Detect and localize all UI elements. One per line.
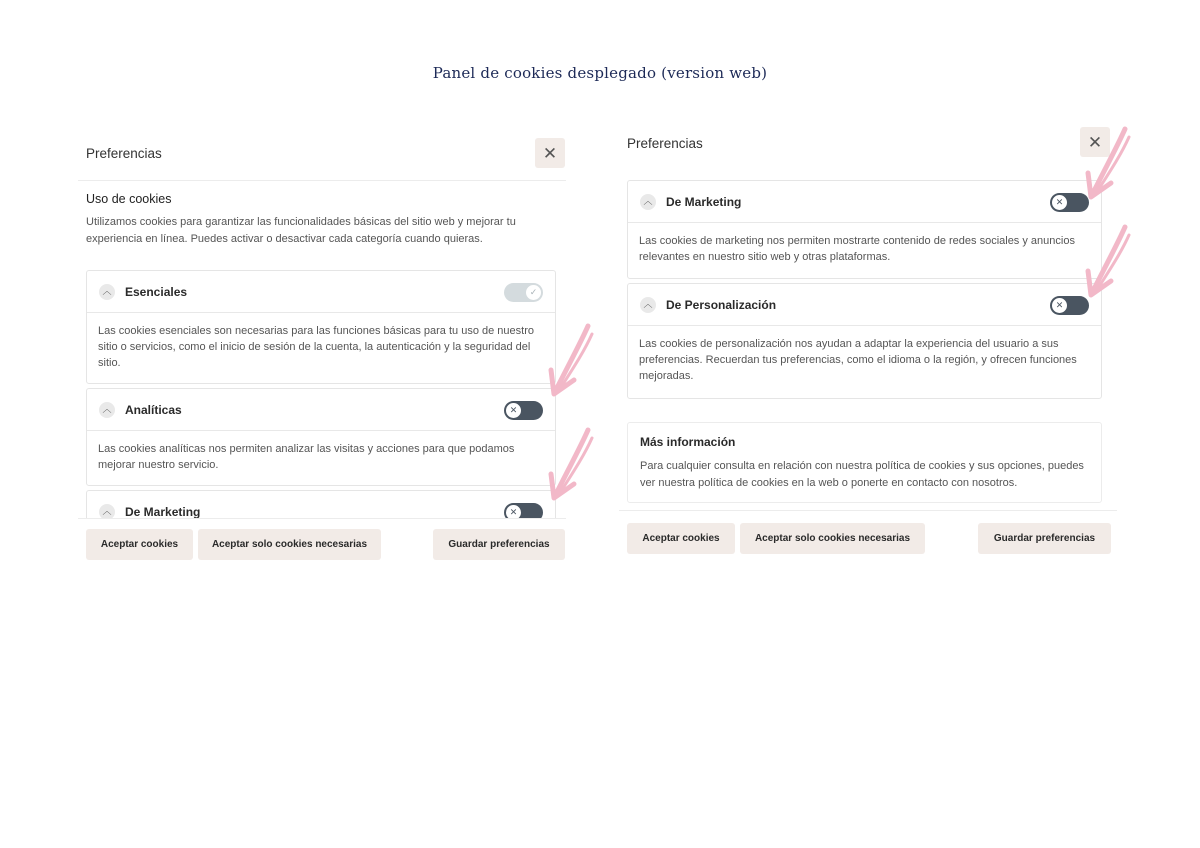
marketing-toggle[interactable] xyxy=(1050,193,1089,212)
arrow-annotation xyxy=(1085,125,1131,201)
category-essentials xyxy=(86,270,556,384)
category-marketing xyxy=(86,490,556,518)
analytics-toggle[interactable] xyxy=(504,401,543,420)
accept-necessary-button[interactable]: Aceptar solo cookies necesarias xyxy=(198,529,381,560)
accept-cookies-button[interactable]: Aceptar cookies xyxy=(86,529,193,560)
accept-cookies-button[interactable]: Aceptar cookies xyxy=(627,523,735,554)
x-icon: ✕ xyxy=(509,507,518,517)
usage-text: Utilizamos cookies para garantizar las funcionalidades básicas del sitio web y mejorar tu experiencia en línea. Puedes activar o desactivar cada categoría cuando quieras. xyxy=(86,216,516,245)
category-header[interactable] xyxy=(628,284,1101,326)
category-personalization xyxy=(627,283,1102,399)
close-icon: ✕ xyxy=(1087,132,1103,152)
x-icon: ✕ xyxy=(1055,197,1064,207)
save-preferences-button[interactable]: Guardar preferencias xyxy=(433,529,565,560)
category-description: Las cookies de personalización nos ayudan a adaptar la experiencia del usuario a sus preferencias. Recuerdan tus preferencias, como el idioma o la región, y ofrecen funciones mejoradas. xyxy=(639,338,1077,383)
page-title: Panel de cookies desplegado (version web) xyxy=(432,64,768,82)
accept-necessary-button[interactable]: Aceptar solo cookies necesarias xyxy=(740,523,925,554)
more-info-text: Para cualquier consulta en relación con nuestra política de cookies y sus opciones, puedes ver nuestra política de cookies en la web o ponerte en contacto con nosotros. xyxy=(640,460,1084,489)
categories-scroll-area[interactable] xyxy=(627,170,1102,510)
x-icon: ✕ xyxy=(1055,300,1064,310)
header-divider xyxy=(78,180,566,181)
category-description: Las cookies analíticas nos permiten analizar las visitas y acciones para que podamos mejorar nuestro servicio. xyxy=(98,443,515,472)
close-icon: ✕ xyxy=(542,143,558,163)
more-info-title: Más información xyxy=(640,435,736,449)
chevron-up-icon[interactable]: ︿ xyxy=(99,284,115,300)
chevron-up-icon[interactable]: ︿ xyxy=(99,504,115,518)
chevron-up-icon[interactable]: ︿ xyxy=(640,297,656,313)
personalization-toggle[interactable] xyxy=(1050,296,1089,315)
categories-scroll-area[interactable] xyxy=(86,270,556,518)
x-icon: ✕ xyxy=(509,405,518,415)
panel-title: Preferencias xyxy=(627,136,703,151)
panel-title: Preferencias xyxy=(86,146,162,161)
category-header[interactable] xyxy=(87,389,555,431)
save-preferences-button[interactable]: Guardar preferencias xyxy=(978,523,1111,554)
essentials-toggle[interactable] xyxy=(504,283,543,302)
category-header[interactable] xyxy=(87,271,555,313)
category-label: Analíticas xyxy=(125,403,182,417)
marketing-toggle[interactable] xyxy=(504,503,543,518)
check-icon: ✓ xyxy=(529,287,538,297)
category-analytics xyxy=(86,388,556,486)
arrow-annotation xyxy=(548,426,594,502)
arrow-annotation xyxy=(548,322,594,398)
category-label: Esenciales xyxy=(125,285,188,299)
usage-title: Uso de cookies xyxy=(86,192,172,206)
category-label: De Marketing xyxy=(666,195,742,209)
category-header[interactable] xyxy=(628,181,1101,223)
category-label: De Marketing xyxy=(125,505,201,518)
cookie-panel-left xyxy=(78,130,572,570)
chevron-up-icon[interactable]: ︿ xyxy=(99,402,115,418)
category-description: Las cookies esenciales son necesarias para las funciones básicas para tu uso de nuestro sitio o servicios, como el inicio de sesión de la cuenta, la autenticación y la seguridad del sitio. xyxy=(98,325,534,370)
category-description: Las cookies de marketing nos permiten mostrarte contenido de redes sociales y anuncios relevantes en nuestro sitio web y otras plataformas. xyxy=(639,235,1075,264)
close-button[interactable] xyxy=(535,138,565,168)
arrow-annotation xyxy=(1085,223,1131,299)
chevron-up-icon[interactable]: ︿ xyxy=(640,194,656,210)
footer-divider xyxy=(619,510,1117,511)
category-header[interactable] xyxy=(87,491,555,518)
footer-divider xyxy=(78,518,566,519)
cookie-panel-right xyxy=(619,120,1117,570)
category-label: De Personalización xyxy=(666,298,777,312)
category-marketing xyxy=(627,180,1102,279)
more-info-box xyxy=(627,422,1102,503)
